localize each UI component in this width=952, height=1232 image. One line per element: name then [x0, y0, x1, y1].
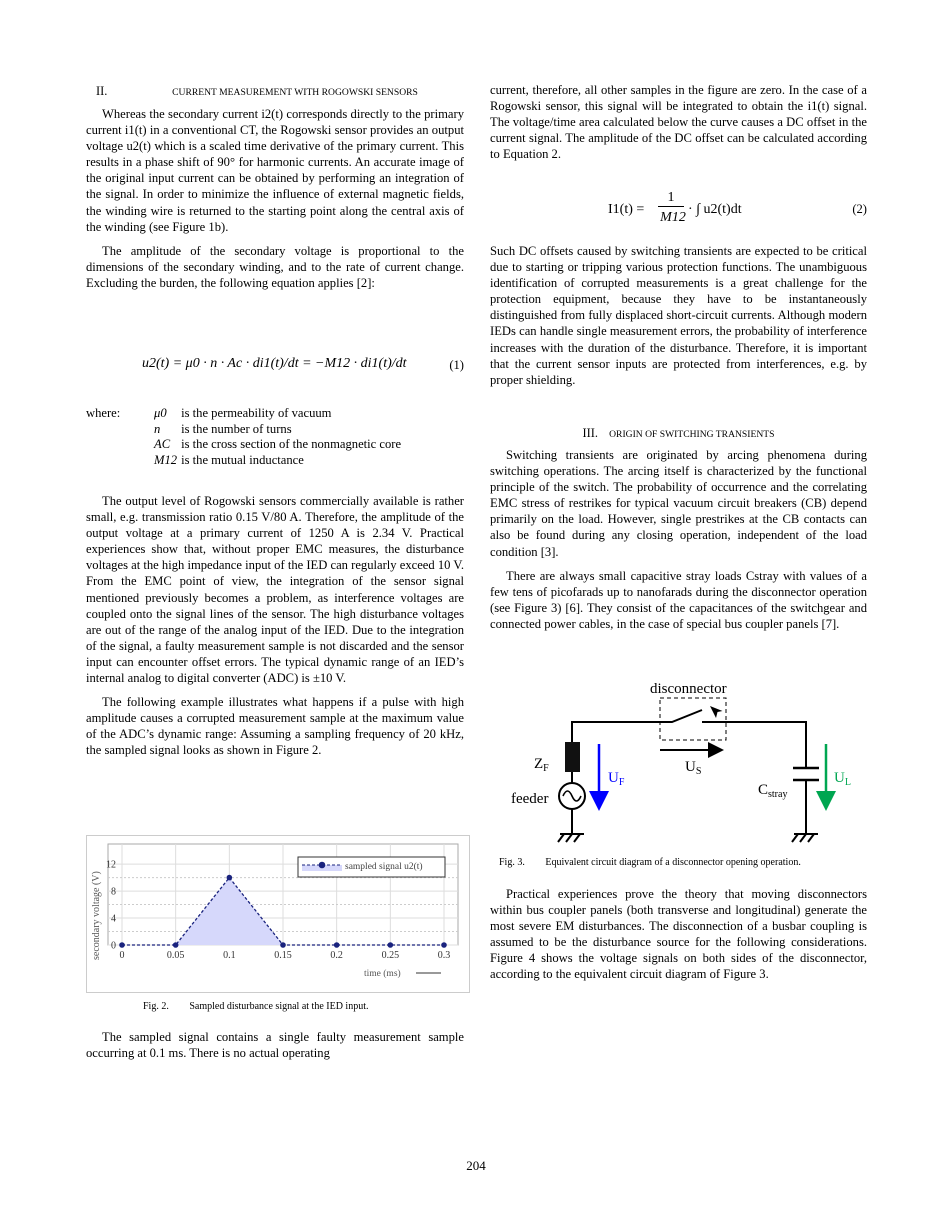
svg-text:US — [685, 759, 701, 777]
label-sub: F — [618, 777, 625, 788]
label-disconnector: disconnector — [650, 681, 727, 697]
caption-text: Equivalent circuit diagram of a disconnector opening operation. — [545, 857, 801, 868]
label-zf: Z — [534, 756, 544, 772]
symbol: M12 — [154, 452, 178, 467]
disconnector-box — [660, 698, 726, 740]
section-heading-3 — [490, 426, 867, 441]
equation-1-text: u2(t) = μ0 · n · Ac · di1(t)/dt = −M12 · di1(t)/dt — [142, 356, 407, 371]
symbol: AC — [154, 437, 171, 451]
section-title: ORIGIN OF SWITCHING TRANSIENTS — [609, 429, 775, 440]
symbol-desc: is the mutual inductance — [181, 452, 304, 467]
paragraph: The output level of Rogowski sensors commercially available is rather small, e.g. transmission ratio 0.15 V/80 A. Therefore, the amplitude of the output voltage at a primary current of 1250 A is 2.34 V. Practical experiences show that, without proper EMC measures, the disturbance voltages at the high impedance input of the IED can regularly exceed 10 V. From the EMC point of view, the integration of the sensor signal mentioned previously becomes a problem, as interference voltages are coupled onto the signal lines of the sensor. The high disturbance voltages are out of the range of the analog input of the IED. Due to the integration of the signal, a faulty measurement sample is not discarded and the sensor input can encounter offset errors. The typical dynamic range of an IED’s internal analog to digital converter (ADC) is ±10 V. — [86, 494, 464, 686]
data-point — [227, 875, 233, 881]
x-tick-label: 0.1 — [223, 950, 236, 961]
x-tick-label: 0 — [119, 950, 125, 961]
left-paragraphs-1 — [86, 106, 464, 291]
symbol: μ0 — [154, 406, 167, 420]
svg-text:ZF — [534, 756, 549, 774]
left-paragraphs-2 — [86, 493, 464, 759]
x-axis-label: time (ms) — [364, 969, 401, 979]
caption-text: Sampled disturbance signal at the IED input. — [189, 1001, 369, 1012]
svg-text:Cstray — [758, 782, 787, 800]
symbol-desc: is the permeability of vacuum — [181, 406, 332, 420]
eq2-lhs: I1(t) = — [608, 202, 645, 217]
label-cstray: C — [758, 782, 769, 798]
figure-3-caption — [499, 857, 801, 868]
equation-number: (2) — [852, 202, 867, 216]
right-paragraphs-3 — [490, 447, 867, 632]
x-tick-label: 0.25 — [381, 950, 400, 961]
label-sub: L — [844, 777, 851, 788]
eq2-rhs: · ∫ u2(t)dt — [688, 202, 742, 217]
paragraph: There are always small capacitive stray loads Cstray with values of a few tens of picofarads up to nanofarads during the disconnector operation (see Figure 3) [6]. They consist of the capacitances of the switchgear and connected power cables, in the case of special bus coupler panels [7]. — [490, 568, 867, 631]
x-tick-label: 0.15 — [274, 950, 292, 961]
section-title: CURRENT MEASUREMENT WITH ROGOWSKI SENSORS — [172, 87, 418, 98]
data-point — [173, 942, 179, 948]
figure-3-circuit — [490, 670, 870, 850]
figure-2-chart — [86, 835, 470, 993]
data-point — [280, 942, 286, 948]
equation-number: (1) — [449, 358, 464, 372]
paragraph: The amplitude of the secondary voltage is proportional to the dimensions of the secondary winding, and to the rate of current change. Excluding the burden, the following equation applies [2]: — [86, 243, 464, 290]
svg-text:UF — [608, 770, 625, 788]
x-tick-label: 0.2 — [330, 950, 343, 961]
figure-2-caption — [143, 1001, 368, 1012]
legend-label: sampled signal u2(t) — [345, 862, 423, 872]
data-point — [441, 942, 447, 948]
section-number: II. — [96, 84, 108, 98]
page-number: 204 — [466, 1158, 486, 1173]
section-heading-2 — [86, 84, 464, 99]
svg-text:UL — [834, 770, 851, 788]
label-uf: U — [608, 770, 619, 786]
x-tick-label: 0.05 — [166, 950, 185, 961]
label-sub: S — [695, 766, 702, 777]
right-paragraphs-1 — [490, 82, 867, 162]
paragraph: The following example illustrates what happens if a pulse with high amplitude causes a corrupted measurement sample at the maximum value of the ADC’s dynamic range: Assuming a sampling frequency of 20 kHz, the sampled signal looks as shown in Figure 2. — [86, 695, 464, 758]
left-paragraphs-3 — [86, 1029, 464, 1061]
x-tick-label: 0.3 — [437, 950, 451, 961]
where-list — [86, 406, 405, 468]
where-label: where: — [86, 406, 121, 420]
equation-1 — [142, 346, 464, 382]
legend-marker — [319, 862, 326, 869]
symbol: n — [154, 421, 161, 436]
y-axis-label: secondary voltage (V) — [91, 871, 102, 960]
impedance-zf — [565, 742, 580, 772]
section-number: III. — [582, 426, 599, 440]
label-sub: stray — [768, 789, 788, 800]
figure-label: Fig. 2. — [143, 1001, 169, 1012]
paragraph: current, therefore, all other samples in the figure are zero. In the case of a Rogowski sensor, this signal will be integrated to obtain the i1(t) signal. The voltage/time area calculated below the curve causes a DC offset in the current signal. The amplitude of the DC offset can be calculated according to Equation 2. — [490, 83, 867, 162]
data-point — [388, 942, 394, 948]
figure-label: Fig. 3. — [499, 857, 525, 868]
label-us: U — [685, 759, 696, 775]
eq2-numerator: 1 — [658, 190, 684, 207]
y-tick-label: 0 — [111, 940, 116, 952]
ground-icon — [792, 834, 818, 842]
equation-2 — [608, 190, 867, 234]
label-feeder: feeder — [511, 791, 549, 807]
y-tick-label: 8 — [111, 886, 116, 898]
data-point — [119, 942, 125, 948]
symbol-desc: is the number of turns — [181, 421, 292, 436]
symbol-desc: is the cross section of the nonmagnetic core — [181, 437, 402, 451]
y-tick-label: 12 — [106, 859, 116, 871]
right-paragraphs-4 — [490, 886, 867, 983]
cursor-arrow-icon — [710, 706, 723, 718]
right-paragraphs-2 — [490, 243, 867, 388]
y-tick-label: 4 — [111, 913, 116, 925]
paragraph: Whereas the secondary current i2(t) corresponds directly to the primary current i1(t) in a conventional CT, the Rogowski sensor provides an output voltage u2(t) which is a scaled time derivative of the primary current. This results in a phase shift of 90° for harmonic currents. An accurate image of the original input current can be obtained by performing an integration of the signal. In order to minimize the influence of external magnetic fields, the winding wire is returned to the starting point along the central axis of the winding (see Figure 1b). — [86, 107, 464, 234]
paragraph: Such DC offsets caused by switching transients are expected to be critical due to starting or tripping various protection functions. The unambiguous identification of corrupted measurements is a great challenge for the protection equipment, because they have to be instantaneously distinguished from fully displaced short-circuit currents. Although modern IEDs can handle single measurement errors, the probability of interference increases with the duration of the disturbance. Therefore, it is important that the current sensor inputs are protected from interferences, e.g. by proper shielding. — [490, 244, 867, 387]
paragraph: The sampled signal contains a single faulty measurement sample occurring at 0.1 ms. There is no actual operating — [86, 1030, 464, 1061]
label-ul: U — [834, 770, 845, 786]
ground-icon — [558, 834, 584, 842]
paragraph: Switching transients are originated by arcing phenomena during switching operations. The arcing itself is characterized by the functional principle of the switch. The probability of occurrence and the correlating EMC stress of restrikes for typical vacuum circuit breakers (CB) depend primarily on the load. However, single prestrikes at the CB contacts can also be found during any closing operation, independent of the load condition [3]. — [490, 448, 867, 559]
data-point — [334, 942, 340, 948]
eq2-denominator: M12 — [660, 210, 686, 225]
paragraph: Practical experiences prove the theory that moving disconnectors within bus coupler panels (both transverse and longitudinal) generate the most severe EM disturbances. The disconnection of a busbar coupling is assumed to be the disturbance source for the following considerations. Figure 4 shows the voltage signals on both sides of the disconnector, according to the equivalent circuit diagram of Figure 3. — [490, 887, 867, 982]
label-sub: F — [543, 763, 549, 774]
legend — [298, 857, 445, 877]
